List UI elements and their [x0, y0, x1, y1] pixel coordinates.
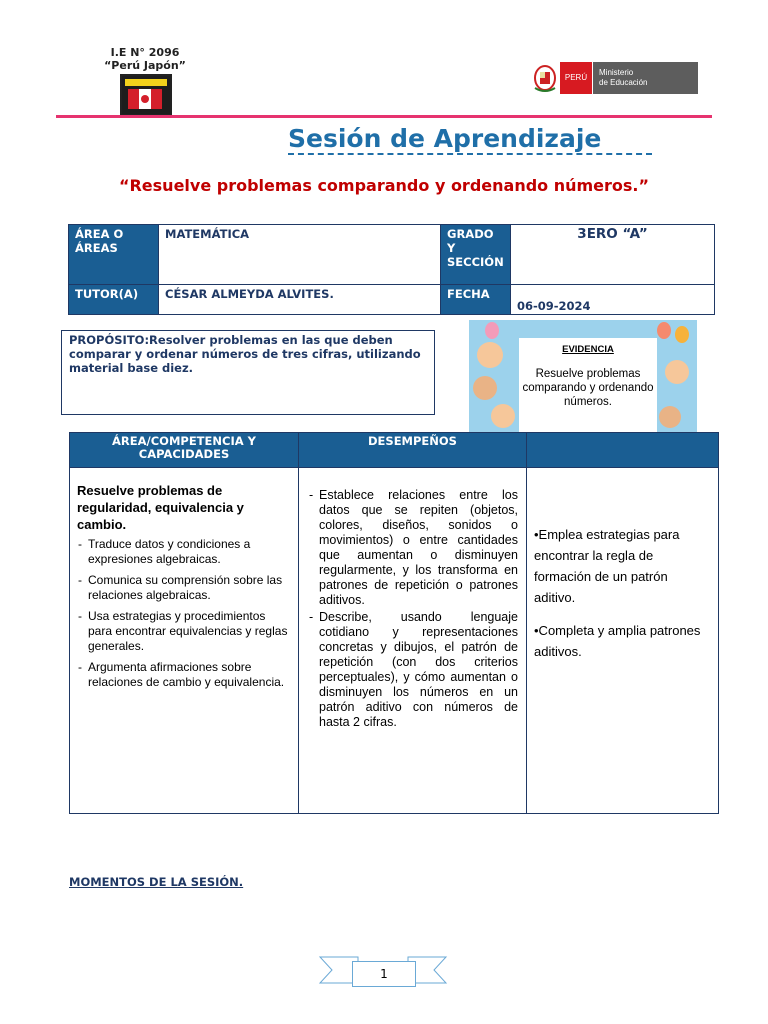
child-figure-icon — [491, 404, 515, 428]
moments-heading: MOMENTOS DE LA SESIÓN. — [69, 875, 244, 889]
performance-cell — [299, 468, 527, 814]
list-item: •Completa y amplia patrones aditivos. — [534, 623, 701, 659]
header-area-competencia: ÁREA/COMPETENCIA Y CAPACIDADES — [70, 433, 299, 468]
grado-label: GRADO Y SECCIÓN — [441, 225, 511, 285]
evidence-title: EVIDENCIA — [562, 344, 614, 355]
child-figure-icon — [665, 360, 689, 384]
balloon-icon — [675, 326, 689, 343]
grado-value: 3ERO “A” — [511, 225, 715, 285]
list-item: - Comunica su comprensión sobre las relaciones algebraicas. — [88, 573, 292, 603]
criteria-cell — [527, 468, 719, 814]
list-item: - Establece relaciones entre los datos que se repiten (objetos, colores, diseños, sonidos o movimientos) o entre cantidades que aumentan o disminuyen regularmente, y los transforma en patrones de repetición o patrones aditivos. — [319, 488, 518, 608]
balloon-icon — [657, 322, 671, 339]
fecha-value: 06-09-2024 — [511, 285, 715, 315]
area-value: MATEMÁTICA — [159, 225, 441, 285]
evidence-image — [469, 320, 697, 450]
page-number: 1 — [352, 961, 416, 987]
minedu-name: Ministerio de Educación — [593, 62, 698, 94]
minedu-logo — [531, 62, 698, 94]
header-desempenos: DESEMPEÑOS — [299, 433, 527, 468]
page-title: Sesión de Aprendizaje — [288, 124, 602, 153]
fecha-label: FECHA — [441, 285, 511, 315]
performances-list — [307, 488, 518, 730]
list-item: - Argumenta afirmaciones sobre relaciones de cambio y equivalencia. — [88, 660, 292, 690]
tutor-label: TUTOR(A) — [69, 285, 159, 315]
header-criterios — [527, 433, 719, 468]
evidence-card — [519, 338, 657, 438]
title-underline — [288, 153, 652, 155]
competency-cell — [70, 468, 299, 814]
child-figure-icon — [659, 406, 681, 428]
tutor-value: CÉSAR ALMEYDA ALVITES. — [159, 285, 441, 315]
page-number-ribbon — [318, 953, 448, 993]
school-crest-logo — [120, 74, 172, 116]
capacities-list — [77, 537, 292, 690]
session-info-table — [68, 224, 715, 315]
evidence-text: Resuelve problemas comparando y ordenando números. — [522, 368, 654, 408]
minedu-country: PERÚ — [560, 62, 592, 94]
school-name: I.E N° 2096 “Perú Japón” — [104, 46, 186, 72]
balloon-icon — [485, 322, 499, 339]
purpose-box: PROPÓSITO:Resolver problemas en las que deben comparar y ordenar números de tres cifras, utilizando material base diez. — [61, 330, 435, 415]
list-item: - Usa estrategias y procedimientos para encontrar equivalencias y reglas generales. — [88, 609, 292, 654]
list-item: - Traduce datos y condiciones a expresiones algebraicas. — [88, 537, 292, 567]
session-subtitle: “Resuelve problemas comparando y ordenando números.” — [118, 176, 650, 195]
list-item: •Emplea estrategias para encontrar la regla de formación de un patrón aditivo. — [534, 527, 680, 605]
list-item: - Describe, usando lenguaje cotidiano y representaciones concretas y dibujos, el patrón de repetición (con dos criterios perceptuales), y cómo aumentan o disminuyen los números en un patrón aditivo con números de hasta 2 cifras. — [319, 610, 518, 730]
peru-seal-icon — [531, 62, 559, 94]
header-divider — [56, 115, 712, 118]
child-figure-icon — [473, 376, 497, 400]
area-label: ÁREA O ÁREAS — [69, 225, 159, 285]
competencies-table — [69, 432, 719, 814]
competency-title: Resuelve problemas de regularidad, equivalencia y cambio. — [77, 483, 244, 532]
child-figure-icon — [477, 342, 503, 368]
